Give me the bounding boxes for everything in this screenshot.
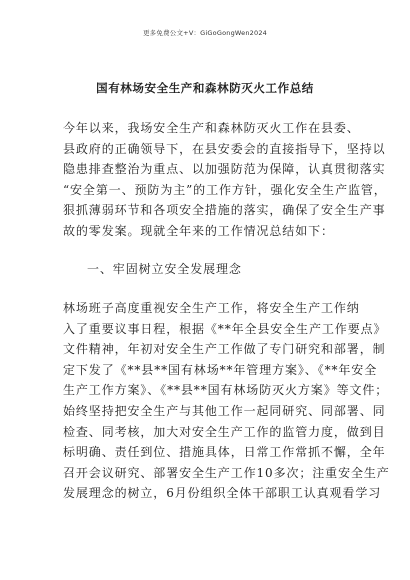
paragraph-line: 标明确、责任到位、措施具体，日常工作常抓不懈，全年 — [63, 445, 386, 460]
paragraph-line: 生产工作方案》、《**县**国有林场防灭火方案》等文件； — [63, 383, 389, 398]
paragraph-line: 县政府的正确领导下，在县安委会的直接指导下，坚持以 — [63, 141, 386, 156]
header-note: 更多免费公文+V：GiGoGongWen2024 — [142, 29, 267, 37]
paragraph-line: 发展理念的树立，6月份组织全体干部职工认真观看学习 — [63, 486, 382, 501]
paragraph-section1 — [63, 298, 390, 504]
paragraph-intro — [63, 118, 387, 242]
paragraph-line: 始终坚持把安全生产与其他工作一起同研究、同部署、同 — [63, 403, 386, 418]
paragraph-line: 故的零发案。现就全年来的工作情况总结如下： — [63, 223, 334, 238]
paragraph-line: 入了重要议事日程，根据《**年全县安全生产工作要点》 — [63, 321, 387, 336]
paragraph-line: 召开会议研究、部署安全生产工作10多次；注重安全生产 — [63, 465, 390, 480]
document-title: 国有林场安全生产和森林防灭火工作总结 — [96, 81, 314, 95]
paragraph-line: 今年以来，我场安全生产和森林防灭火工作在县委、 — [63, 121, 360, 135]
paragraph-line: “安全第一、预防为主”的工作方针，强化安全生产监管， — [63, 182, 387, 197]
paragraph-line: 检查、同考核，加大对安全生产工作的监管力度，做到目 — [63, 424, 386, 439]
paragraph-line: 隐患排查整治为重点、以加强防范为保障，认真贯彻落实 — [63, 162, 386, 177]
paragraph-line: 狠抓薄弱环节和各项安全措施的落实，确保了安全生产事 — [63, 203, 386, 218]
paragraph-line: 文件精神，年初对安全生产工作做了专门研究和部署，制 — [63, 342, 386, 357]
paragraph-line: 林场班子高度重视安全生产工作，将安全生产工作纳 — [63, 301, 360, 315]
paragraph-line: 定下发了《**县**国有林场**年管理方案》、《**年安全 — [63, 362, 378, 377]
section-heading: 一、牢固树立安全发展理念 — [87, 262, 242, 276]
